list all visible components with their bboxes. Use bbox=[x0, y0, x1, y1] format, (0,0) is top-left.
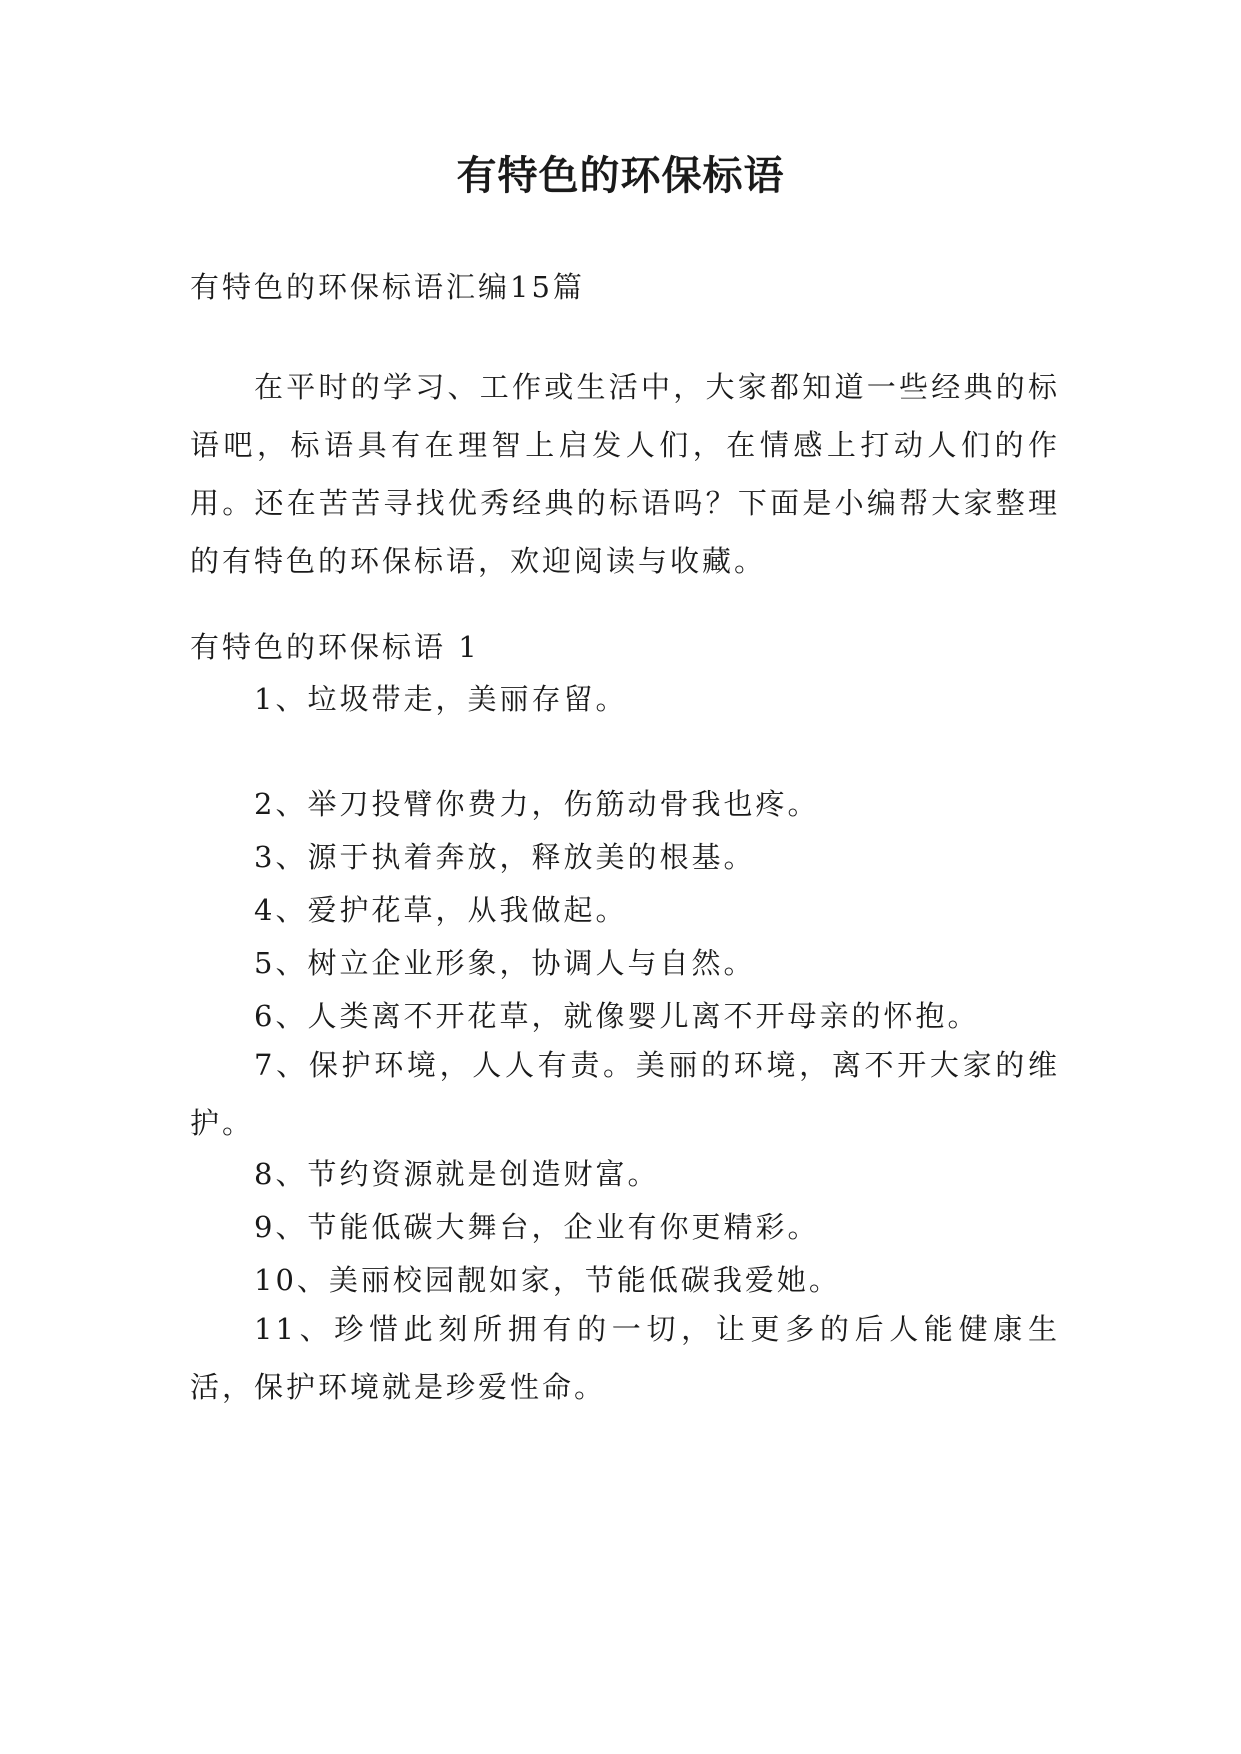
list-item: 8、节约资源就是创造财富。 bbox=[254, 1157, 660, 1191]
list-item: 10、美丽校园靓如家，节能低碳我爱她。 bbox=[254, 1263, 841, 1297]
list-item: 11、珍惜此刻所拥有的一切，让更多的后人能健康生活，保护环境就是珍爱性命。 bbox=[190, 1312, 1060, 1404]
list-item: 2、举刀投臂你费力，伤筋动骨我也疼。 bbox=[254, 787, 820, 821]
list-item: 1、垃圾带走，美丽存留。 bbox=[254, 682, 628, 716]
intro-paragraph: 在平时的学习、工作或生活中，大家都知道一些经典的标语吧，标语具有在理智上启发人们，在情感上打动人们的作用。还在苦苦寻找优秀经典的标语吗？下面是小编帮大家整理的有特色的环保标语，欢迎阅读与收藏。 bbox=[190, 370, 1060, 578]
list-item: 5、树立企业形象，协调人与自然。 bbox=[254, 946, 756, 980]
document-title: 有特色的环保标语 bbox=[456, 152, 785, 199]
list-item: 6、人类离不开花草，就像婴儿离不开母亲的怀抱。 bbox=[254, 999, 980, 1033]
list-item: 7、保护环境，人人有责。美丽的环境，离不开大家的维护。 bbox=[190, 1048, 1060, 1140]
list-item: 9、节能低碳大舞台，企业有你更精彩。 bbox=[254, 1210, 820, 1244]
document-subtitle: 有特色的环保标语汇编15篇 bbox=[190, 270, 585, 304]
section-heading: 有特色的环保标语 1 bbox=[190, 630, 480, 664]
list-item: 4、爱护花草，从我做起。 bbox=[254, 893, 628, 927]
list-item: 3、源于执着奔放，释放美的根基。 bbox=[254, 840, 756, 874]
